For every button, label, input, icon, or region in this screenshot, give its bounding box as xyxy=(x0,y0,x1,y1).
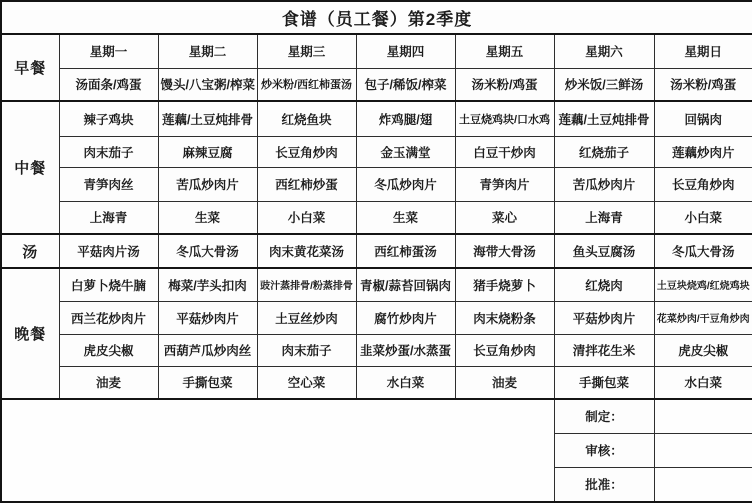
menu-cell: 上海青 xyxy=(554,201,654,234)
table-row xyxy=(1,101,752,136)
footer-label: 制定： xyxy=(554,399,654,433)
section-label-dinner: 晚餐 xyxy=(1,268,59,399)
menu-cell: 肉末黄花菜汤 xyxy=(257,234,356,268)
day-header: 星期一 xyxy=(59,34,158,68)
menu-cell: 空心菜 xyxy=(257,366,356,399)
footer-label: 批准： xyxy=(554,467,654,502)
day-header: 星期四 xyxy=(356,34,455,68)
menu-cell: 生菜 xyxy=(356,201,455,234)
menu-cell: 红烧肉 xyxy=(554,268,654,301)
menu-cell: 平菇肉片汤 xyxy=(59,234,158,268)
menu-cell: 西红柿蛋汤 xyxy=(356,234,455,268)
menu-cell: 上海青 xyxy=(59,201,158,234)
menu-cell: 汤米粉/鸡蛋 xyxy=(455,68,554,101)
day-header: 星期五 xyxy=(455,34,554,68)
table-row xyxy=(1,366,752,399)
menu-cell: 土豆烧鸡块/口水鸡 xyxy=(455,101,554,136)
menu-cell: 炒米粉/西红柿蛋汤 xyxy=(257,68,356,101)
footer-value-cell xyxy=(654,399,752,433)
menu-cell: 肉末茄子 xyxy=(257,334,356,366)
menu-cell: 花菜炒肉/干豆角炒肉 xyxy=(654,301,752,334)
menu-cell: 清拌花生米 xyxy=(554,334,654,366)
menu-cell: 虎皮尖椒 xyxy=(654,334,752,366)
section-label-lunch: 中餐 xyxy=(1,101,59,234)
menu-cell: 西兰花炒肉片 xyxy=(59,301,158,334)
menu-cell: 土豆块烧鸡/红烧鸡块 xyxy=(654,268,752,301)
menu-cell: 汤米粉/鸡蛋 xyxy=(654,68,752,101)
menu-cell: 长豆角炒肉 xyxy=(654,167,752,201)
menu-cell: 手撕包菜 xyxy=(158,366,257,399)
section-label-soup: 汤 xyxy=(1,234,59,268)
menu-cell: 炸鸡腿/翅 xyxy=(356,101,455,136)
menu-cell: 西红柿炒蛋 xyxy=(257,167,356,201)
footer-value-cell xyxy=(654,467,752,502)
menu-cell: 辣子鸡块 xyxy=(59,101,158,136)
table-row xyxy=(1,301,752,334)
menu-cell: 白萝卜烧牛腩 xyxy=(59,268,158,301)
menu-cell: 苦瓜炒肉片 xyxy=(554,167,654,201)
menu-cell: 冬瓜大骨汤 xyxy=(654,234,752,268)
menu-cell: 水白菜 xyxy=(654,366,752,399)
menu-cell: 长豆角炒肉 xyxy=(455,334,554,366)
day-header: 星期六 xyxy=(554,34,654,68)
menu-cell: 手撕包菜 xyxy=(554,366,654,399)
menu-cell: 豉汁蒸排骨/粉蒸排骨 xyxy=(257,268,356,301)
table-row xyxy=(1,68,752,101)
day-header: 星期二 xyxy=(158,34,257,68)
menu-cell: 小白菜 xyxy=(654,201,752,234)
menu-cell: 白豆干炒肉 xyxy=(455,136,554,167)
day-header: 星期三 xyxy=(257,34,356,68)
table-row xyxy=(1,334,752,366)
menu-cell: 冬瓜大骨汤 xyxy=(158,234,257,268)
menu-cell: 梅菜/芋头扣肉 xyxy=(158,268,257,301)
footer-label: 审核： xyxy=(554,433,654,467)
table-row xyxy=(1,399,752,433)
menu-cell: 平菇炒肉片 xyxy=(554,301,654,334)
menu-cell: 长豆角炒肉 xyxy=(257,136,356,167)
footer-empty-area xyxy=(1,399,554,502)
table-row xyxy=(1,268,752,301)
menu-cell: 金玉满堂 xyxy=(356,136,455,167)
menu-cell: 包子/稀饭/榨菜 xyxy=(356,68,455,101)
menu-cell: 油麦 xyxy=(59,366,158,399)
menu-cell: 青笋肉片 xyxy=(455,167,554,201)
menu-cell: 虎皮尖椒 xyxy=(59,334,158,366)
page-title: 食谱（员工餐）第2季度 xyxy=(1,1,752,34)
menu-cell: 苦瓜炒肉片 xyxy=(158,167,257,201)
menu-cell: 油麦 xyxy=(455,366,554,399)
menu-cell: 海带大骨汤 xyxy=(455,234,554,268)
menu-cell: 红烧茄子 xyxy=(554,136,654,167)
menu-cell: 生菜 xyxy=(158,201,257,234)
menu-cell: 汤面条/鸡蛋 xyxy=(59,68,158,101)
table-row xyxy=(1,136,752,167)
menu-cell: 韭菜炒蛋/水蒸蛋 xyxy=(356,334,455,366)
menu-cell: 鱼头豆腐汤 xyxy=(554,234,654,268)
section-label-breakfast: 早餐 xyxy=(1,34,59,101)
menu-cell: 肉末茄子 xyxy=(59,136,158,167)
table-row xyxy=(1,201,752,234)
footer-value-cell xyxy=(654,433,752,467)
menu-cell: 莲藕炒肉片 xyxy=(654,136,752,167)
table-row xyxy=(1,1,752,34)
menu-cell: 土豆丝炒肉 xyxy=(257,301,356,334)
menu-cell: 莲藕/土豆炖排骨 xyxy=(554,101,654,136)
table-row xyxy=(1,234,752,268)
menu-cell: 菜心 xyxy=(455,201,554,234)
menu-cell: 冬瓜炒肉片 xyxy=(356,167,455,201)
day-header: 星期日 xyxy=(654,34,752,68)
menu-cell: 西葫芦瓜炒肉丝 xyxy=(158,334,257,366)
menu-cell: 水白菜 xyxy=(356,366,455,399)
menu-cell: 青笋肉丝 xyxy=(59,167,158,201)
menu-cell: 麻辣豆腐 xyxy=(158,136,257,167)
menu-cell: 馒头/八宝粥/榨菜 xyxy=(158,68,257,101)
menu-cell: 猪手烧萝卜 xyxy=(455,268,554,301)
menu-cell: 炒米饭/三鲜汤 xyxy=(554,68,654,101)
menu-cell: 莲藕/土豆炖排骨 xyxy=(158,101,257,136)
menu-cell: 小白菜 xyxy=(257,201,356,234)
menu-cell: 红烧鱼块 xyxy=(257,101,356,136)
menu-cell: 平菇炒肉片 xyxy=(158,301,257,334)
menu-cell: 回锅肉 xyxy=(654,101,752,136)
menu-cell: 肉末烧粉条 xyxy=(455,301,554,334)
menu-cell: 青椒/蒜苔回锅肉 xyxy=(356,268,455,301)
table-row xyxy=(1,34,752,68)
table-row xyxy=(1,167,752,201)
menu-cell: 腐竹炒肉片 xyxy=(356,301,455,334)
